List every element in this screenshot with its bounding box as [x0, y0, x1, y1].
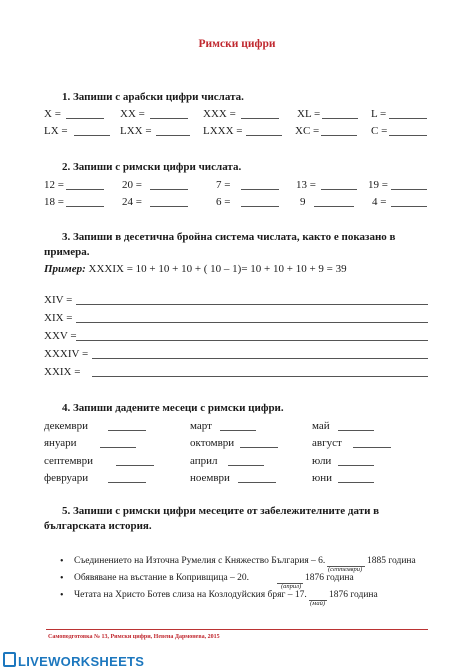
example	[44, 263, 347, 275]
answer-blank[interactable]	[389, 118, 427, 119]
answer-blank[interactable]	[322, 118, 358, 119]
answer-blank[interactable]	[150, 118, 188, 119]
worksheet-icon	[3, 652, 16, 667]
answer-blank[interactable]	[156, 135, 190, 136]
task2-item: 7 =	[216, 179, 231, 191]
answer-blank[interactable]	[314, 206, 354, 207]
task1-item: LXXX =	[203, 125, 243, 137]
task4-heading: 4. Запиши дадените месеци с римски цифри.	[62, 402, 284, 414]
answer-line[interactable]	[92, 376, 428, 377]
answer-blank[interactable]	[321, 135, 357, 136]
footer-text: Самоподготовка № 13, Римски цифри, Невена Дармонева, 2015	[48, 634, 220, 640]
task2-item: 20 =	[122, 179, 142, 191]
answer-blank[interactable]	[100, 447, 136, 448]
task1-item: L =	[371, 108, 387, 120]
bullet-icon: •	[60, 573, 64, 584]
answer-blank[interactable]	[66, 189, 104, 190]
bullet-icon: •	[60, 590, 64, 601]
task1-item: XC =	[295, 125, 320, 137]
task3-item: XXXIV =	[44, 348, 89, 360]
footer-divider	[46, 629, 428, 630]
answer-blank[interactable]	[391, 206, 427, 207]
answer-line[interactable]	[76, 304, 428, 305]
answer-blank[interactable]	[228, 465, 264, 466]
month-label: февруари	[44, 472, 89, 484]
task5-heading: 5. Запиши с римски цифри месеците от забележителните дати в	[62, 505, 380, 517]
task1-item: C =	[371, 125, 388, 137]
answer-blank[interactable]	[353, 447, 391, 448]
task3-item: XIX =	[44, 312, 73, 324]
event-text: Съединението на Източна Румелия с Княжество България – 6.	[74, 556, 326, 566]
answer-blank[interactable]	[74, 135, 110, 136]
task1-item: LX =	[44, 125, 68, 137]
answer-blank[interactable]	[321, 189, 357, 190]
month-label: януари	[44, 437, 77, 449]
month-label: април	[190, 455, 218, 467]
page-title: Римски цифри	[198, 38, 276, 50]
answer-blank[interactable]	[241, 189, 279, 190]
example-label: Пример:	[44, 263, 86, 275]
month-label: декември	[44, 420, 88, 432]
task2-item: 18 =	[44, 196, 64, 208]
answer-blank[interactable]	[150, 206, 188, 207]
hint: (април)	[281, 583, 302, 590]
answer-line[interactable]	[92, 358, 428, 359]
answer-blank[interactable]	[66, 118, 104, 119]
task3-item: XXIX =	[44, 366, 81, 378]
task3-heading: 3. Запиши в десетична бройна система числата, както е показано в	[62, 231, 396, 243]
month-label: май	[312, 420, 330, 432]
task2-item: 19 =	[368, 179, 388, 191]
task2-item: 9	[300, 196, 306, 208]
bullet-icon: •	[60, 556, 64, 567]
event-year: 1885 година	[367, 556, 416, 566]
task3-heading-cont: примера.	[44, 246, 90, 258]
brand-name: LIVEWORKSHEETS	[18, 654, 145, 669]
answer-blank[interactable]	[391, 189, 427, 190]
answer-blank[interactable]	[220, 430, 256, 431]
answer-blank[interactable]	[338, 465, 374, 466]
task3-item: XIV =	[44, 294, 73, 306]
task5-heading-cont: българската история.	[44, 520, 152, 532]
task1-item: XXX =	[203, 108, 236, 120]
task2-item: 6 =	[216, 196, 231, 208]
month-label: юни	[312, 472, 332, 484]
answer-line[interactable]	[76, 322, 428, 323]
answer-blank[interactable]	[116, 465, 154, 466]
month-label: ноември	[190, 472, 230, 484]
answer-blank[interactable]	[240, 447, 278, 448]
answer-blank[interactable]	[246, 135, 282, 136]
answer-blank[interactable]	[150, 189, 188, 190]
answer-blank[interactable]	[108, 430, 146, 431]
event-text: Обявяване на въстание в Копривщица – 20.	[74, 573, 250, 583]
task2-heading: 2. Запиши с римски цифри числата.	[62, 161, 242, 173]
month-label: октомври	[190, 437, 235, 449]
task2-item: 13 =	[296, 179, 316, 191]
event-year: 1876 година	[329, 590, 378, 600]
answer-blank[interactable]	[238, 482, 276, 483]
hint: (септември)	[328, 566, 363, 573]
brand-logo[interactable]	[3, 652, 144, 669]
answer-blank[interactable]	[241, 206, 279, 207]
event-year: 1876 година	[305, 573, 354, 583]
task1-item: XL =	[297, 108, 321, 120]
month-label: септември	[44, 455, 94, 467]
answer-blank[interactable]	[108, 482, 146, 483]
month-label: юли	[312, 455, 332, 467]
answer-blank[interactable]	[338, 430, 374, 431]
answer-blank[interactable]	[241, 118, 279, 119]
hint: (май)	[310, 600, 325, 607]
task2-item: 4 =	[372, 196, 387, 208]
answer-blank[interactable]	[338, 482, 374, 483]
task1-item: X =	[44, 108, 61, 120]
task1-item: XX =	[120, 108, 145, 120]
task1-item: LXX =	[120, 125, 152, 137]
month-label: март	[190, 420, 212, 432]
answer-blank[interactable]	[66, 206, 104, 207]
event-text: Четата на Христо Ботев слиза на Козлодуйския бряг – 17.	[74, 590, 307, 600]
answer-line[interactable]	[76, 340, 428, 341]
task3-item: XXV =	[44, 330, 77, 342]
answer-blank[interactable]	[389, 135, 427, 136]
month-label: август	[312, 437, 342, 449]
task2-item: 12 =	[44, 179, 64, 191]
example-text: XXXIX = 10 + 10 + 10 + ( 10 – 1)= 10 + 10 + 10 + 9 = 39	[85, 263, 347, 275]
task1-heading: 1. Запиши с арабски цифри числата.	[62, 91, 244, 103]
task2-item: 24 =	[122, 196, 142, 208]
